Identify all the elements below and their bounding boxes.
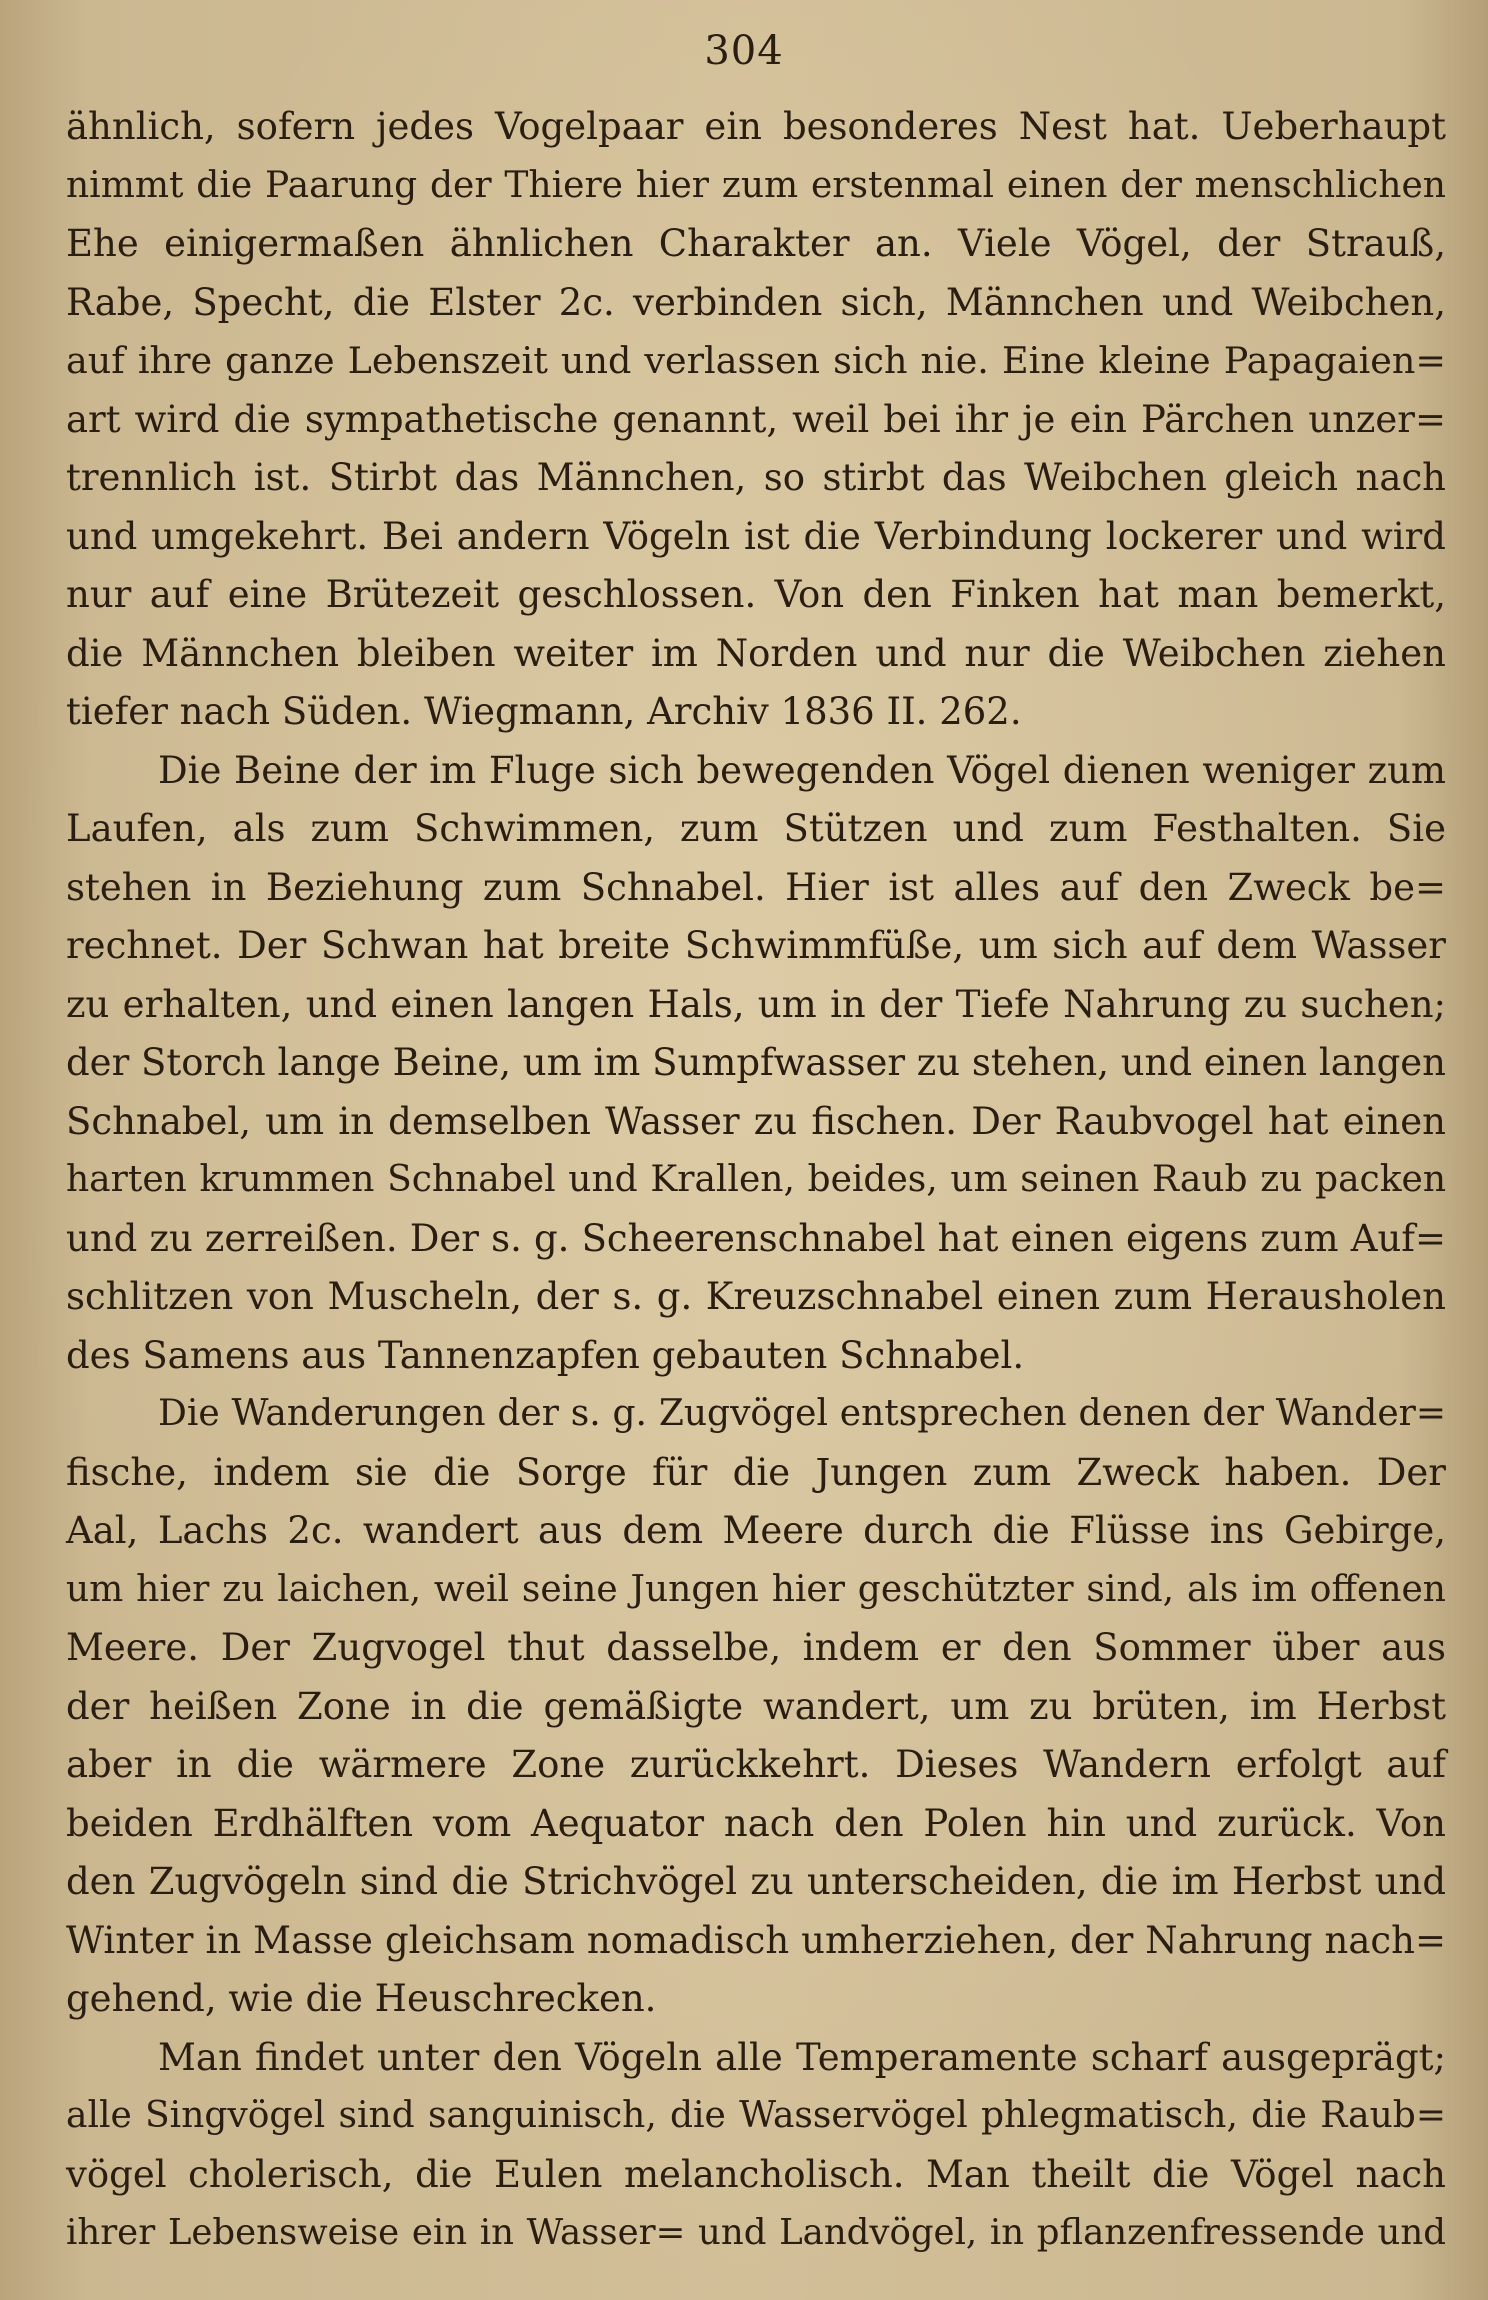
text-line: vögel cholerisch, die Eulen melancholisch. Man theilt die Vögel nach [66,2152,1446,2196]
text-line: art wird die sympathetische genannt, weil bei ihr je ein Pärchen unzer= [66,397,1446,441]
text-line: Rabe, Specht, die Elster 2c. verbinden sich, Männchen und Weibchen, [66,280,1446,324]
text-line: um hier zu laichen, weil seine Jungen hier geschützter sind, als im offenen [66,1568,1446,1610]
text-line: Man findet unter den Vögeln alle Temperamente scharf ausgeprägt; [158,2035,1446,2079]
text-line: Ehe einigermaßen ähnlichen Charakter an. Viele Vögel, der Strauß, [66,222,1446,265]
text-line: die Männchen bleiben weiter im Norden und nur die Weibchen ziehen [66,631,1446,675]
text-line: des Samens aus Tannenzapfen gebauten Schnabel. [66,1333,1025,1377]
text-line: ihrer Lebensweise ein in Wasser= und Landvögel, in pflanzenfressende und [66,2212,1446,2253]
text-line: tiefer nach Süden. Wiegmann, Archiv 1836 II. 262. [66,690,1022,733]
text-line: Laufen, als zum Schwimmen, zum Stützen und zum Festhalten. Sie [66,807,1446,850]
paragraph-3 [66,1385,1446,2029]
body-text [66,98,1446,2263]
text-line: und umgekehrt. Bei andern Vögeln ist die Verbindung lockerer und wird [66,514,1446,558]
text-line: rechnet. Der Schwan hat breite Schwimmfüße, um sich auf dem Wasser [66,924,1446,967]
text-line: beiden Erdhälften vom Aequator nach den Polen hin und zurück. Von [66,1801,1446,1845]
text-line: harten krummen Schnabel und Krallen, beides, um seinen Raub zu packen [66,1159,1446,1200]
text-line: Die Beine der im Fluge sich bewegenden Vögel dienen weniger zum [158,748,1446,792]
text-line: Die Wanderungen der s. g. Zugvögel entsprechen denen der Wander= [158,1393,1446,1434]
text-line: trennlich ist. Stirbt das Männchen, so stirbt das Weibchen gleich nach [66,456,1446,499]
text-line: stehen in Beziehung zum Schnabel. Hier ist alles auf den Zweck be= [66,865,1446,909]
text-line: der heißen Zone in die gemäßigte wandert, um zu brüten, im Herbst [66,1684,1446,1728]
text-line: auf ihre ganze Lebenszeit und verlassen sich nie. Eine kleine Papagaien= [66,339,1446,382]
text-line: gehend, wie die Heuschrecken. [66,1977,657,2020]
page-number: 304 [704,28,784,74]
text-line: nur auf eine Brütezeit geschlossen. Von den Finken hat man bemerkt, [66,573,1446,616]
text-line: alle Singvögel sind sanguinisch, die Wasservögel phlegmatisch, die Raub= [66,2095,1446,2136]
text-line: Schnabel, um in demselben Wasser zu fischen. Der Raubvogel hat einen [66,1099,1446,1143]
text-line: den Zugvögeln sind die Strichvögel zu unterscheiden, die im Herbst und [66,1860,1446,1903]
text-line: zu erhalten, und einen langen Hals, um in der Tiefe Nahrung zu suchen; [66,982,1446,1026]
text-line: fische, indem sie die Sorge für die Jungen zum Zweck haben. Der [66,1450,1446,1494]
text-line: nimmt die Paarung der Thiere hier zum erstenmal einen der menschlichen [66,164,1446,206]
text-line: Winter in Masse gleichsam nomadisch umherziehen, der Nahrung nach= [66,1918,1446,1962]
text-line: schlitzen von Muscheln, der s. g. Kreuzschnabel einen zum Herausholen [66,1275,1446,1318]
text-line: aber in die wärmere Zone zurückkehrt. Dieses Wandern erfolgt auf [66,1743,1446,1786]
paragraph-2 [66,742,1446,1386]
text-line: ähnlich, sofern jedes Vogelpaar ein besonderes Nest hat. Ueberhaupt [66,105,1446,148]
text-line: Meere. Der Zugvogel thut dasselbe, indem er den Sommer über aus [66,1626,1446,1669]
text-line: Aal, Lachs 2c. wandert aus dem Meere durch die Flüsse ins Gebirge, [66,1509,1446,1552]
paragraph-1 [66,98,1446,742]
text-line: und zu zerreißen. Der s. g. Scheerenschnabel hat einen eigens zum Auf= [66,1216,1446,1260]
text-line: der Storch lange Beine, um im Sumpfwasser zu stehen, und einen langen [66,1041,1447,1084]
paragraph-4 [66,2029,1446,2263]
